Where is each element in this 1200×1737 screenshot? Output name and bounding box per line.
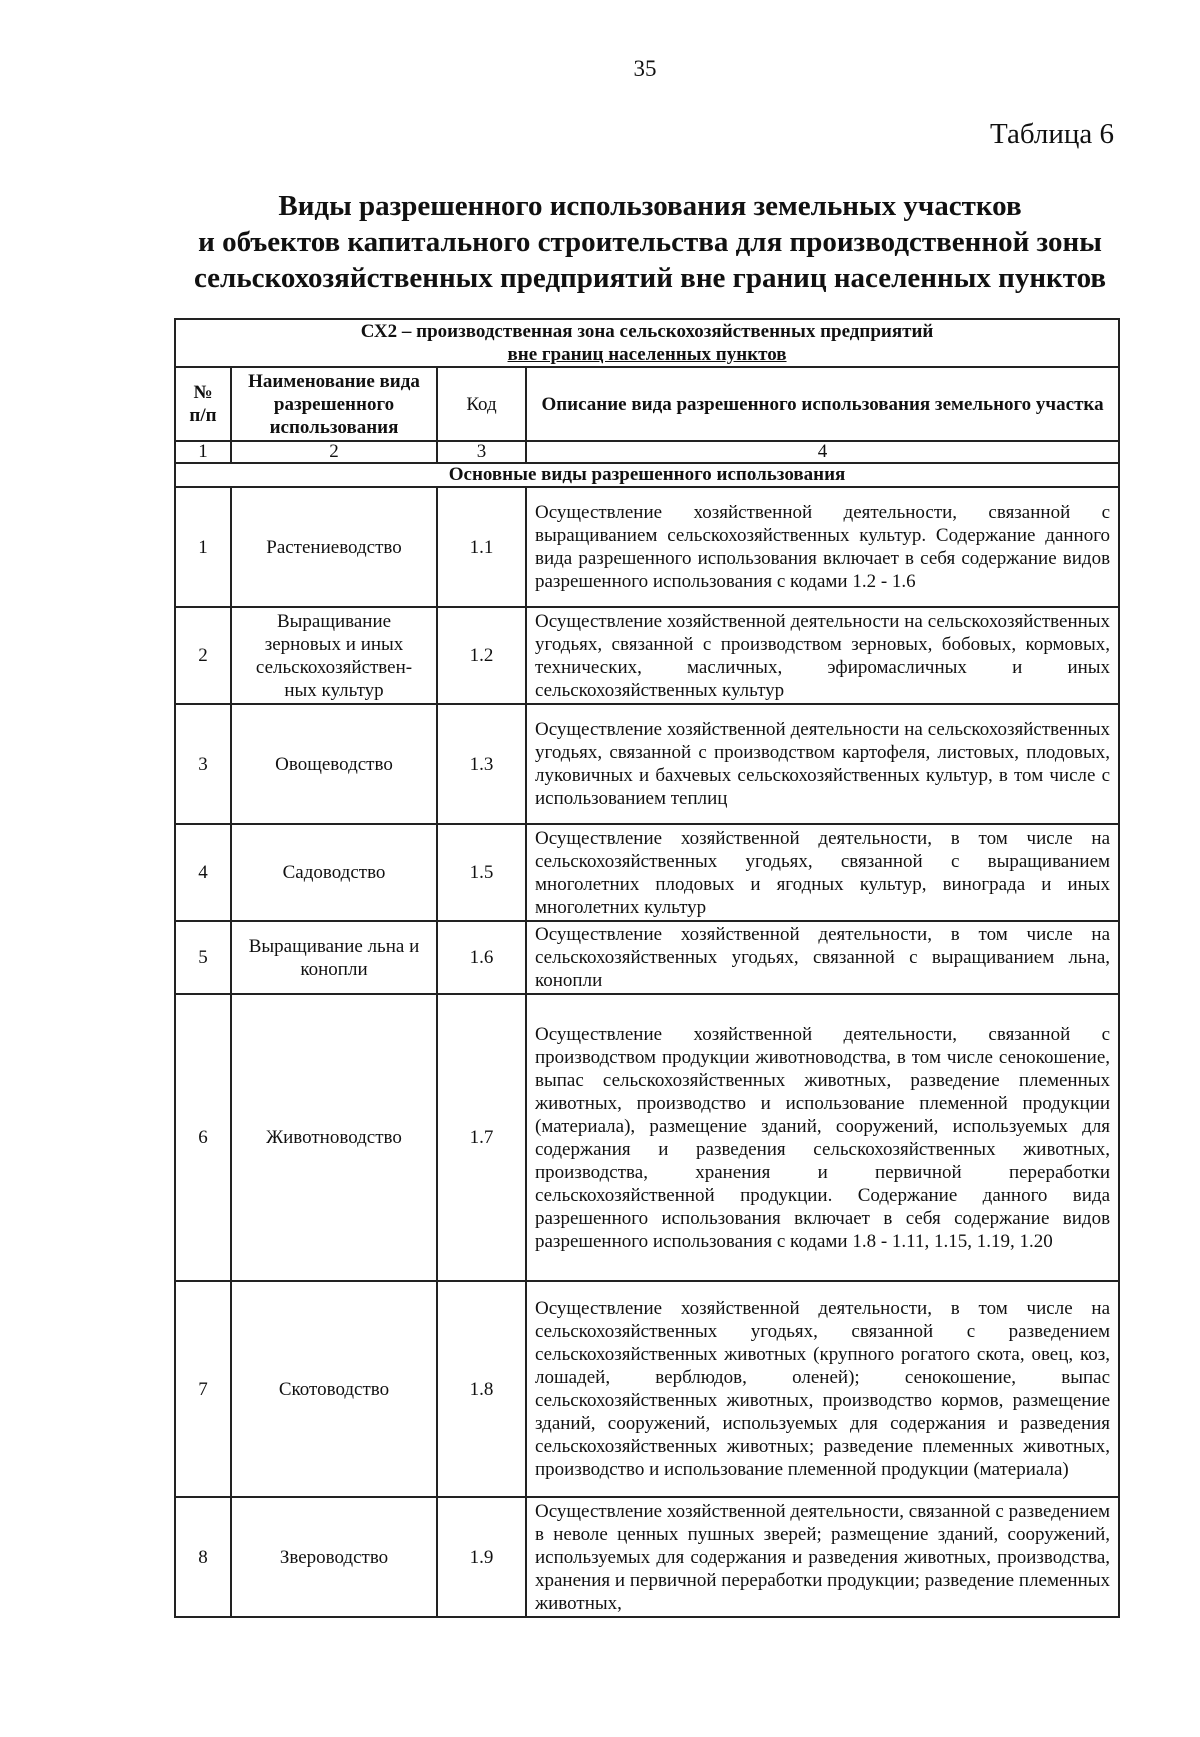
row-code: 1.9 <box>437 1497 526 1617</box>
section-row <box>175 463 1119 487</box>
row-description: Осуществление хозяйственной деятельности на сельскохозяйственных угодьях, связанной с производством зерновых, бобовых, кормовых, технических, масличных, эфиромасличных и иных сельскохозяйственных культур <box>526 607 1119 704</box>
table-row <box>175 1497 1119 1617</box>
header-description: Описание вида разрешенного использования земельного участка <box>526 367 1119 441</box>
row-number: 2 <box>175 607 231 704</box>
zone-title-line: СХ2 – производственная зона сельскохозяйственных предприятий <box>360 321 934 342</box>
row-code: 1.3 <box>437 704 526 824</box>
row-description: Осуществление хозяйственной деятельности, связанной с разведением в неволе ценных пушных зверей; размещение зданий, сооружений, используемых для содержания и разведения животных, производства, хранения и первичной переработки продукции; разведение племенных животных, <box>526 1497 1119 1617</box>
row-description: Осуществление хозяйственной деятельности, связанной с выращиванием сельскохозяйственных культур. Содержание данного вида разрешенного использования включает в себя содержание видов разрешенного использования с кодами 1.2 - 1.6 <box>526 487 1119 607</box>
table-row <box>175 994 1119 1281</box>
title-line: Виды разрешенного использования земельных участков <box>278 190 1022 222</box>
row-name: Животноводство <box>231 994 437 1281</box>
row-name: Садоводство <box>231 824 437 921</box>
row-description: Осуществление хозяйственной деятельности на сельскохозяйственных угодьях, связанной с производством картофеля, листовых, плодовых, луковичных и бахчевых сельскохозяйственных культур, в том числе с использованием теплиц <box>526 704 1119 824</box>
column-number: 3 <box>437 441 526 463</box>
title-line: и объектов капитального строительства для производственной зоны <box>198 226 1102 258</box>
land-use-table <box>174 318 1120 1618</box>
title-line: сельскохозяйственных предприятий вне границ населенных пунктов <box>193 262 1107 294</box>
row-code: 1.5 <box>437 824 526 921</box>
row-number: 7 <box>175 1281 231 1497</box>
row-number: 5 <box>175 921 231 994</box>
row-number: 1 <box>175 487 231 607</box>
table-row <box>175 921 1119 994</box>
row-number: 6 <box>175 994 231 1281</box>
row-name: Выращивание зерновых и иных сельскохозяйствен-ных культур <box>231 607 437 704</box>
zone-title-line: вне границ населенных пунктов <box>507 344 787 365</box>
row-name: Скотоводство <box>231 1281 437 1497</box>
row-number: 3 <box>175 704 231 824</box>
table-row <box>175 824 1119 921</box>
header-name: Наименование вида разрешенного использования <box>231 367 437 441</box>
column-numbers-row <box>175 441 1119 463</box>
document-title <box>180 188 1120 296</box>
row-code: 1.1 <box>437 487 526 607</box>
row-description: Осуществление хозяйственной деятельности, связанной с производством продукции животноводства, в том числе сенокошение, выпас сельскохозяйственных животных, разведение племенных животных, производство и использование племенной продукции (материала), размещение зданий, сооружений, используемых для содержания и разведения сельскохозяйственных животных, производства, хранения и первичной переработки сельскохозяйственной продукции. Содержание данного вида разрешенного использования включает в себя содержание видов разрешенного использования с кодами 1.8 - 1.11, 1.15, 1.19, 1.20 <box>526 994 1119 1281</box>
table-row <box>175 704 1119 824</box>
row-number: 4 <box>175 824 231 921</box>
page-number: 35 <box>633 56 657 81</box>
column-number: 4 <box>526 441 1119 463</box>
table-row <box>175 1281 1119 1497</box>
row-description: Осуществление хозяйственной деятельности, в том числе на сельскохозяйственных угодьях, связанной с выращиванием льна, конопли <box>526 921 1119 994</box>
row-code: 1.7 <box>437 994 526 1281</box>
row-code: 1.8 <box>437 1281 526 1497</box>
header-number: № п/п <box>175 367 231 441</box>
row-name: Звероводство <box>231 1497 437 1617</box>
row-name: Растениеводство <box>231 487 437 607</box>
row-code: 1.2 <box>437 607 526 704</box>
table-row <box>175 607 1119 704</box>
row-description: Осуществление хозяйственной деятельности, в том числе на сельскохозяйственных угодьях, связанной с выращиванием многолетних плодовых и ягодных культур, винограда и иных многолетних культур <box>526 824 1119 921</box>
row-code: 1.6 <box>437 921 526 994</box>
header-code: Код <box>437 367 526 441</box>
section-title: Основные виды разрешенного использования <box>175 463 1119 487</box>
row-name: Выращивание льна и конопли <box>231 921 437 994</box>
table-label: Таблица 6 <box>989 118 1114 150</box>
table-row <box>175 487 1119 607</box>
row-name: Овощеводство <box>231 704 437 824</box>
zone-title <box>175 319 1119 367</box>
column-number: 1 <box>175 441 231 463</box>
column-number: 2 <box>231 441 437 463</box>
row-number: 8 <box>175 1497 231 1617</box>
row-description: Осуществление хозяйственной деятельности, в том числе на сельскохозяйственных угодьях, связанной с разведением сельскохозяйственных животных (крупного рогатого скота, овец, коз, лошадей, верблюдов, оленей); сенокошение, выпас сельскохозяйственных животных, производство кормов, размещение зданий, сооружений, используемых для содержания и разведения сельскохозяйственных животных; разведение племенных животных, производство и использование племенной продукции (материала) <box>526 1281 1119 1497</box>
